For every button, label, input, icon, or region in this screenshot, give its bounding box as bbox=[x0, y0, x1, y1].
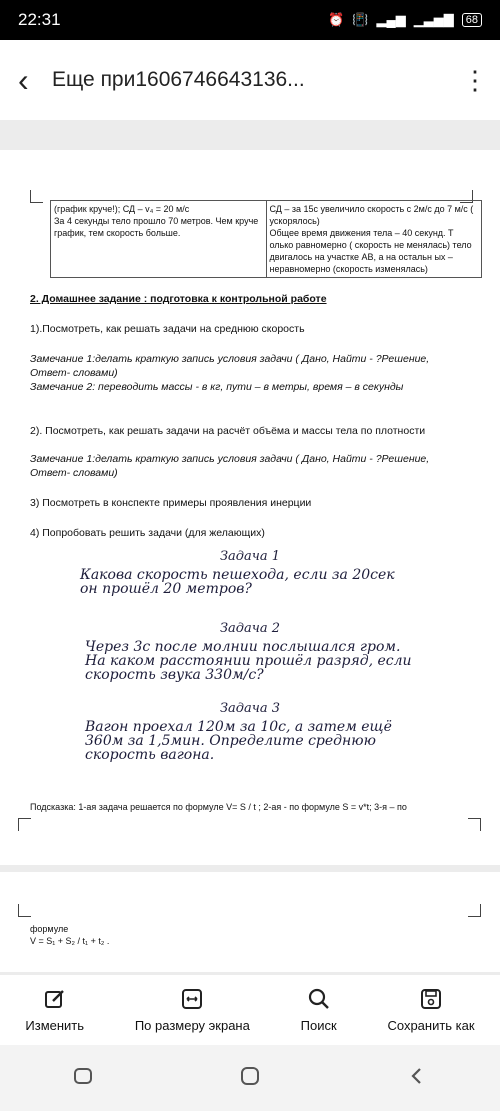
status-time: 22:31 bbox=[18, 10, 61, 29]
search-label: Поиск bbox=[300, 1018, 337, 1033]
search-icon bbox=[305, 985, 333, 1013]
crop-mark bbox=[18, 904, 31, 917]
handwritten-task-1-text: Какова скорость пешехода, если за 20сек он прошёл 20 метров? bbox=[80, 567, 395, 597]
back-arrow-icon[interactable]: ‹ bbox=[18, 61, 29, 98]
handwritten-task-2-title: Задача 2 bbox=[219, 621, 281, 636]
task-item-3: 3) Посмотреть в конспекте примеры проявления инерции bbox=[30, 497, 312, 509]
homework-heading: 2. Домашнее задание : подготовка к контрольной работе bbox=[30, 293, 327, 305]
note-2: Замечание 1:делать краткую запись условия задачи ( Дано, Найти - ?Решение, Ответ- словами) bbox=[30, 453, 430, 479]
document-page-1 bbox=[0, 150, 500, 865]
save-as-button[interactable] bbox=[387, 975, 474, 1045]
battery-indicator: 68 bbox=[462, 13, 482, 27]
crop-mark bbox=[18, 818, 31, 831]
back-icon[interactable] bbox=[406, 1065, 428, 1092]
formula-text: V = S₁ + S₂ / t₁ + t₂ . bbox=[30, 936, 110, 946]
signal-icon: ▁▃▅▇ bbox=[413, 12, 454, 27]
table-cell-right: СД – за 15с увеличило скорость с 2м/с до 7 м/с ( ускорялось) Общее время движения тела – 40 секунд. Т олько равномерно ( скорость не менялась) тело двигалось на участке АВ, а на остальн ых – неравномерно (скорость изменялась) bbox=[266, 201, 482, 278]
recent-apps-icon[interactable] bbox=[72, 1065, 94, 1092]
app-bar bbox=[0, 40, 500, 120]
save-icon bbox=[417, 985, 445, 1013]
crop-mark bbox=[30, 190, 43, 203]
formula-word: формуле bbox=[30, 924, 69, 934]
edit-icon bbox=[41, 985, 69, 1013]
hint-text: Подсказка: 1-ая задача решается по формуле V= S / t ; 2-ая - по формуле S = v*t; 3-я – по bbox=[30, 802, 407, 812]
vibrate-icon: 📳 bbox=[352, 12, 369, 27]
search-button[interactable] bbox=[301, 975, 337, 1045]
handwritten-task-3-title: Задача 3 bbox=[219, 701, 281, 716]
document-title: Еще при1606746643136... bbox=[52, 68, 305, 91]
status-bar bbox=[0, 0, 500, 40]
edit-label: Изменить bbox=[25, 1018, 85, 1033]
edit-button[interactable] bbox=[25, 975, 84, 1045]
note-1b: Замечание 2: переводить массы - в кг, пути – в метры, время – в секунды bbox=[30, 381, 404, 393]
bottom-action-bar bbox=[0, 975, 500, 1045]
crop-mark bbox=[468, 904, 481, 917]
handwritten-task-1-title: Задача 1 bbox=[219, 549, 281, 564]
handwritten-task-3-text: Вагон проехал 120м за 10с, а затем ещё 360м за 1,5мин. Определите среднюю скорость вагона. bbox=[85, 719, 392, 763]
fit-screen-button[interactable] bbox=[135, 975, 250, 1045]
wifi-icon: ▂▄▆ bbox=[376, 12, 406, 27]
save-as-label: Сохранить как bbox=[387, 1018, 475, 1033]
crop-mark bbox=[468, 818, 481, 831]
fit-screen-label: По размеру экрана bbox=[134, 1018, 250, 1033]
task-item-2: 2). Посмотреть, как решать задачи на расчёт объёма и массы тела по плотности bbox=[30, 425, 426, 437]
home-icon[interactable] bbox=[239, 1065, 261, 1092]
task-item-1: 1).Посмотреть, как решать задачи на среднюю скорость bbox=[30, 323, 305, 335]
more-options-icon[interactable]: ⋮ bbox=[462, 64, 488, 95]
handwritten-task-2-text: Через 3с после молнии послышался гром. На каком расстоянии прошёл разряд, если скорость звука 330м/с? bbox=[85, 639, 412, 683]
system-navigation-bar bbox=[0, 1045, 500, 1111]
status-icons bbox=[328, 12, 482, 28]
table-cell-left: (график круче!); СД – v₄ = 20 м/с За 4 секунды тело прошло 70 метров. Чем круче график, тем скорость больше. bbox=[51, 201, 267, 278]
alarm-icon: ⏰ bbox=[328, 12, 345, 27]
comparison-table bbox=[50, 200, 482, 278]
task-item-4: 4) Попробовать решить задачи (для желающих) bbox=[30, 527, 265, 539]
document-page-2 bbox=[0, 872, 500, 972]
note-1a: Замечание 1:делать краткую запись условия задачи ( Дано, Найти - ?Решение, Ответ- словами) bbox=[30, 353, 430, 379]
fit-screen-icon bbox=[178, 985, 206, 1013]
